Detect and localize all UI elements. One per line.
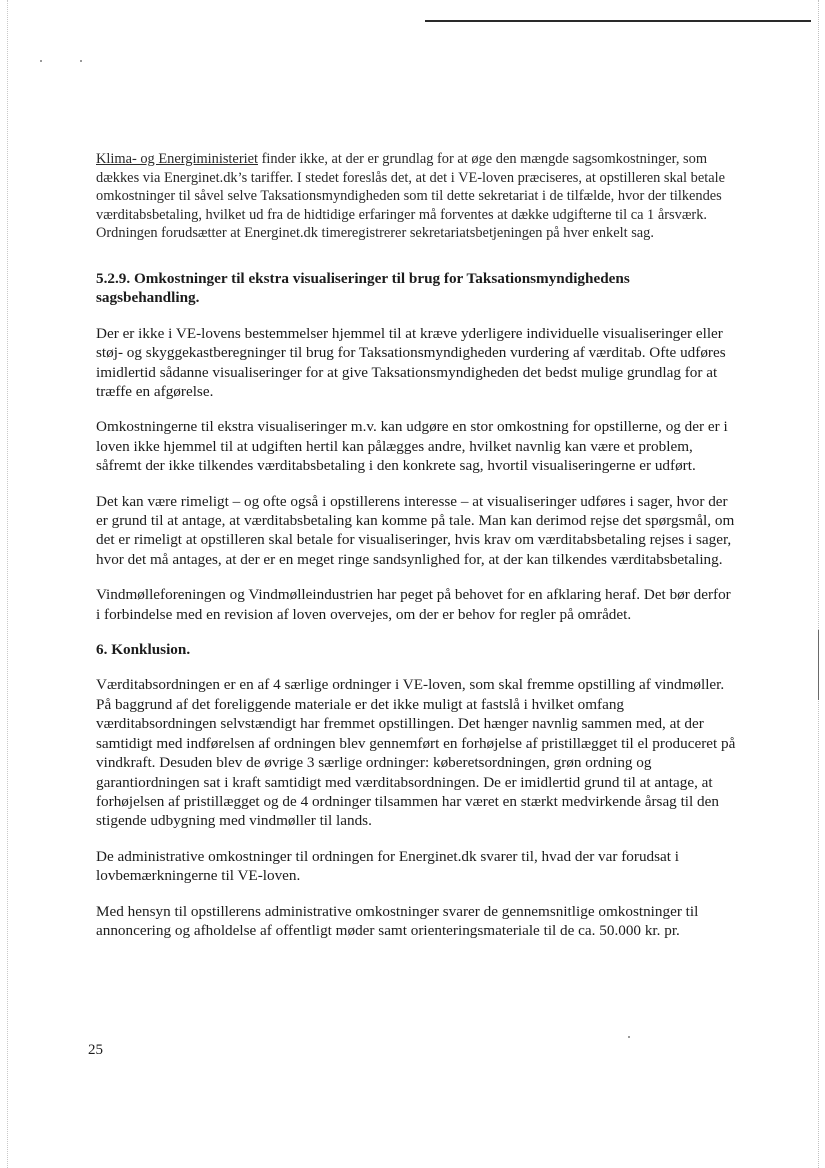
paragraph: Med hensyn til opstillerens administrative omkostninger svarer de gennemsnitlige omkostninger til annoncering og afholdelse af offentligt møder samt orienteringsmateriale til de ca. 50.000 kr. pr.	[96, 902, 699, 939]
intro-paragraph-text: finder ikke, at der er grundlag for at øge den mængde sagsomkostninger, som dækkes via Energinet.dk’s tariffer. I stedet foreslås det, at det i VE-loven præciseres, at opstilleren skal betale omkostninger til såvel selve Taksationsmyndigheden som til dette sekretariat i de tilfælde, hvor der tilkendes værditabsbetaling, hvilket ud fra de hidtidige erfaringer må forventes at dække udgifterne til ca 1 årsværk. Ordningen forudsætter at Energinet.dk timeregistrerer sekretariatsbetjeningen på hver enkelt sag.	[96, 151, 726, 242]
intro-paragraph	[96, 150, 736, 243]
scan-edge-mark	[818, 630, 819, 700]
paragraph: Det kan være rimeligt – og ofte også i opstillerens interesse – at visualiseringer udføres i sager, hvor der er grund til at antage, at værditabsbetaling kan komme på tale. Man kan derimod rejse det spørgsmål, om det er rimeligt at opstilleren skal betale for visualiseringer, hvis krav om værditabsbetaling rejses i sager, hvor det må antages, at der er en meget ringe sandsynlighed for, at der kan tilkendes værditabsbetaling.	[96, 492, 735, 568]
scan-speck	[40, 60, 42, 62]
scan-edge-left	[7, 0, 8, 1168]
header-rule	[425, 20, 811, 22]
paragraph: De administrative omkostninger til ordningen for Energinet.dk svarer til, hvad der var forudsat i lovbemærkningerne til VE-loven.	[96, 847, 680, 885]
ministry-name: Klima- og Energiministeriet	[96, 151, 258, 167]
page-number: 25	[88, 1042, 103, 1058]
section-heading-6: 6. Konklusion.	[96, 641, 191, 659]
paragraph: Der er ikke i VE-lovens bestemmelser hjemmel til at kræve yderligere individuelle visualiseringer eller støj- og skyggekastberegninger til brug for Taksationsmyndigheden vurdering af værditab. Ofte udføres imidlertid sådanne visualiseringer for at give Taksationsmyndigheden det bedst mulige grundlag for at træffe en afgørelse.	[96, 324, 726, 400]
scan-edge-right	[818, 0, 819, 1168]
document-body	[96, 150, 736, 956]
section-heading-5-2-9: 5.2.9. Omkostninger til ekstra visualiseringer til brug for Taksationsmyndighedens sagsbehandling.	[96, 269, 630, 307]
scan-speck	[80, 60, 82, 62]
paragraph: Omkostningerne til ekstra visualiseringer m.v. kan udgøre en stor omkostning for opstillerne, og der er i loven ikke hjemmel til at udgiften hertil kan pålægges andre, hvilket navnlig kan være et problem, såfremt der ikke tilkendes værditabsbetaling i den konkrete sag, hvortil visualiseringerne er udført.	[96, 418, 728, 475]
paragraph: Værditabsordningen er en af 4 særlige ordninger i VE-loven, som skal fremme opstilling af vindmøller. På baggrund af det foreliggende materiale er det ikke muligt at fastslå i hvilket omfang værditabsordningen selvstændigt har fremmet opstillingen. Det hænger navnlig sammen med, at der samtidigt med indførelsen af ordningen blev gennemført en forhøjelse af pristillægget til el produceret på vindkraft. Desuden blev de øvrige 3 særlige ordninger: køberetsordningen, grøn ordning og garantiordningen sat i kraft samtidigt med værditabsordningen. De er imidlertid grund til at antage, at forhøjelsen af pristillægget og de 4 ordninger tilsammen har været en stærkt medvirkende årsag til den stigende udbygning med vindmøller til lands.	[96, 676, 736, 830]
scan-speck	[628, 1036, 630, 1038]
paragraph: Vindmølleforeningen og Vindmølleindustrien har peget på behovet for en afklaring heraf. Det bør derfor i forbindelse med en revision af loven overvejes, om der er behov for regler på området.	[96, 586, 731, 623]
